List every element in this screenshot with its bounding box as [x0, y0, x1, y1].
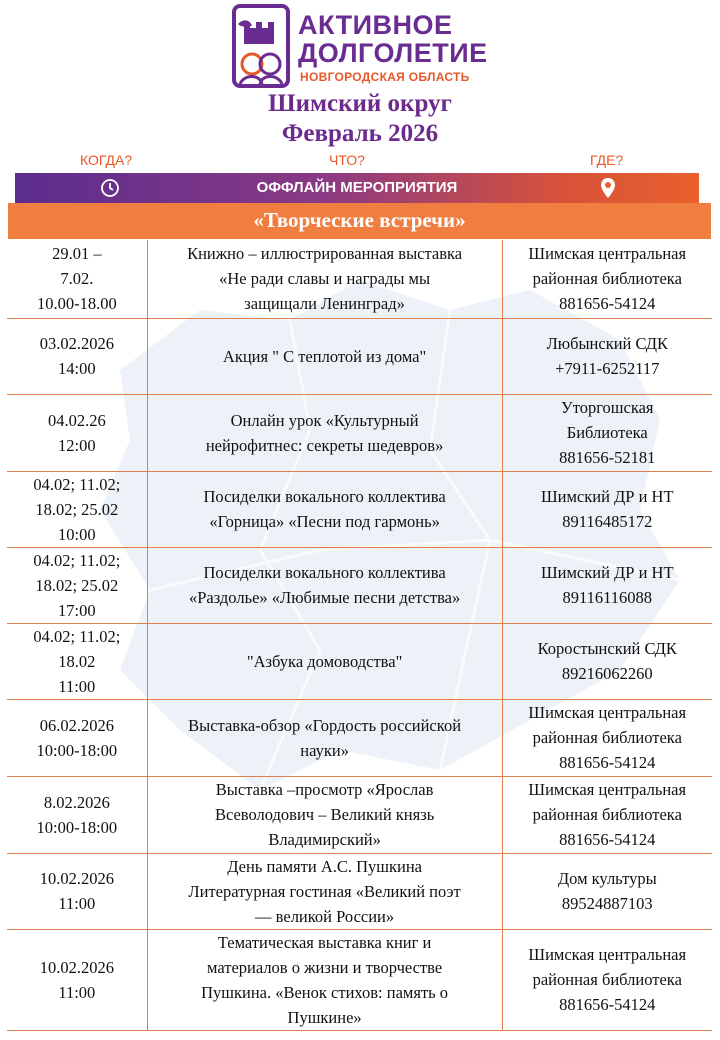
- event-description: Посиделки вокального коллектива «Раздолье» «Любимые песни детства»: [147, 547, 502, 623]
- event-row: [7, 240, 712, 318]
- event-date: 04.02.26 12:00: [7, 394, 147, 471]
- column-where: ГДЕ?: [590, 152, 624, 168]
- event-row: [7, 394, 712, 471]
- event-location: Шимская центральная районная библиотека 881656-54124: [502, 776, 712, 853]
- section-title: «Творческие встречи»: [253, 208, 466, 232]
- event-row: [7, 318, 712, 394]
- event-description: День памяти А.С. Пушкина Литературная гостиная «Великий поэт — великой России»: [147, 853, 502, 929]
- event-date: 03.02.2026 14:00: [7, 318, 147, 394]
- section-header: [8, 203, 711, 239]
- event-row: [7, 699, 712, 776]
- event-date: 8.02.2026 10:00-18:00: [7, 776, 147, 853]
- page-header: [0, 0, 720, 150]
- event-date: 04.02; 11.02; 18.02 11:00: [7, 623, 147, 699]
- event-location: Шимская центральная районная библиотека 881656-54124: [502, 240, 712, 318]
- event-row: [7, 623, 712, 699]
- event-row: [7, 471, 712, 547]
- event-date: 04.02; 11.02; 18.02; 25.02 10:00: [7, 471, 147, 547]
- event-location: Шимская центральная районная библиотека 881656-54124: [502, 929, 712, 1030]
- event-date: 10.02.2026 11:00: [7, 929, 147, 1030]
- brand-name-line1: АКТИВНОЕ: [298, 10, 453, 40]
- event-description: Выставка-обзор «Гордость российской науки»: [147, 699, 502, 776]
- event-description: Онлайн урок «Культурный нейрофитнес: секреты шедевров»: [147, 394, 502, 471]
- event-description: Тематическая выставка книг и материалов о жизни и творчестве Пушкина. «Венок стихов: память о Пушкине»: [147, 929, 502, 1030]
- event-date: 04.02; 11.02; 18.02; 25.02 17:00: [7, 547, 147, 623]
- offline-events-band: [15, 173, 699, 203]
- event-description: Выставка –просмотр «Ярослав Всеволодович – Великий князь Владимирский»: [147, 776, 502, 853]
- event-row: [7, 547, 712, 623]
- event-row: [7, 853, 712, 929]
- brand-name-line2: ДОЛГОЛЕТИЕ: [298, 38, 488, 68]
- event-date: 29.01 – 7.02. 10.00-18.00: [7, 240, 147, 318]
- event-location: Шимский ДР и НТ 89116116088: [502, 547, 712, 623]
- event-row: [7, 776, 712, 853]
- event-date: 10.02.2026 11:00: [7, 853, 147, 929]
- event-location: Коростынский СДК 89216062260: [502, 623, 712, 699]
- column-headers: [0, 152, 720, 170]
- district-title: Шимский округ: [268, 90, 452, 117]
- column-what: ЧТО?: [329, 152, 365, 168]
- event-location: Дом культуры 89524887103: [502, 853, 712, 929]
- band-label: ОФФЛАЙН МЕРОПРИЯТИЯ: [256, 179, 458, 196]
- event-date: 06.02.2026 10:00-18:00: [7, 699, 147, 776]
- event-description: "Азбука домоводства": [147, 623, 502, 699]
- event-description: Книжно – иллюстрированная выставка «Не ради славы и награды мы защищали Ленинград»: [147, 240, 502, 318]
- brand-region: НОВГОРОДСКАЯ ОБЛАСТЬ: [300, 70, 470, 84]
- event-row: [7, 929, 712, 1030]
- event-location: Уторгошская Библиотека 881656-52181: [502, 394, 712, 471]
- events-table: [7, 240, 712, 1031]
- month-title: Февраль 2026: [281, 120, 439, 147]
- active-longevity-logo: [230, 4, 292, 88]
- event-location: Шимская центральная районная библиотека 881656-54124: [502, 699, 712, 776]
- event-location: Шимский ДР и НТ 89116485172: [502, 471, 712, 547]
- event-location: Любынский СДК +7911-6252117: [502, 318, 712, 394]
- column-when: КОГДА?: [80, 152, 133, 168]
- location-pin-icon: [600, 177, 616, 199]
- event-description: Акция " С теплотой из дома": [147, 318, 502, 394]
- event-description: Посиделки вокального коллектива «Горница» «Песни под гармонь»: [147, 471, 502, 547]
